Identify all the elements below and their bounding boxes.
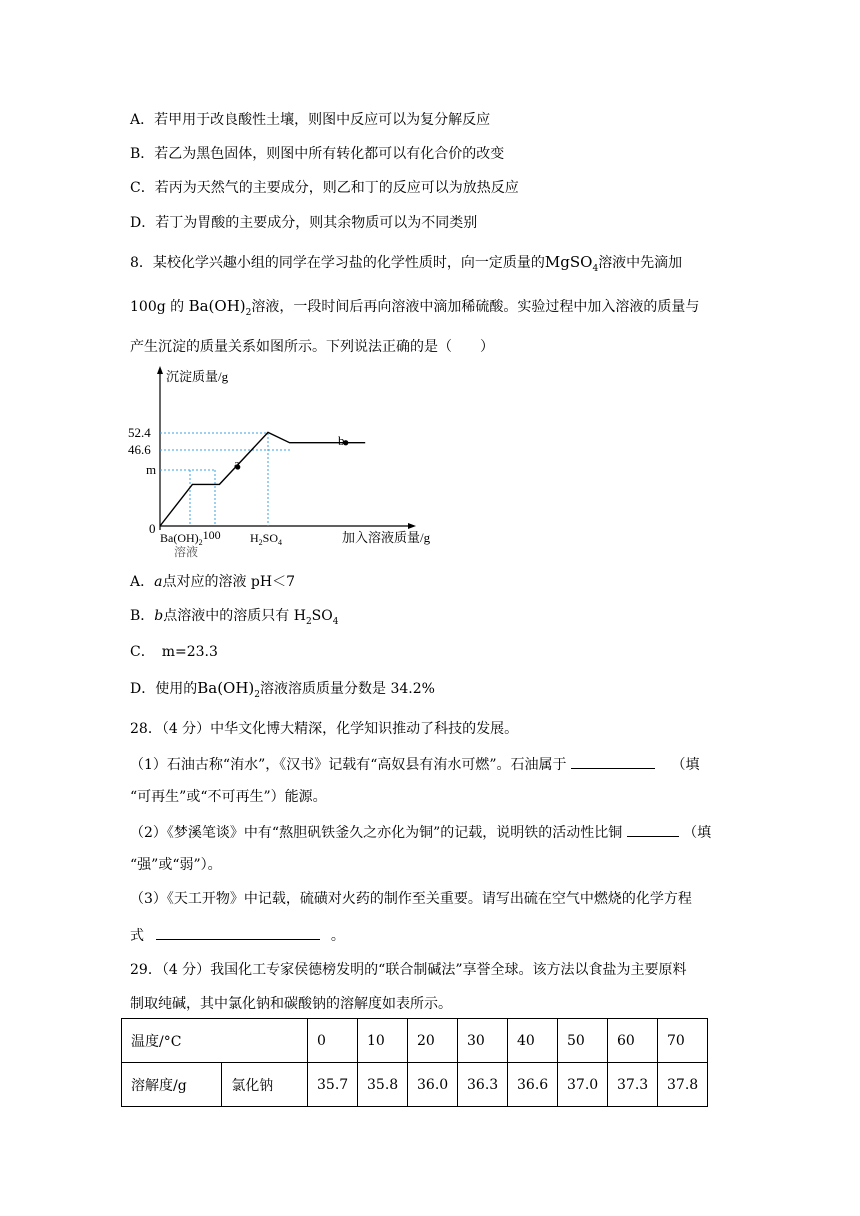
table-cell: 10 bbox=[358, 1019, 408, 1063]
option-8d bbox=[130, 678, 435, 705]
q29-line1: 29．（4 分）我国化工专家侯德榜发明的“联合制碱法”享誉全球。该方法以食盐为主要原料 bbox=[130, 962, 687, 978]
table-cell: 35.7 bbox=[308, 1063, 358, 1107]
tick-466: 46.6 bbox=[128, 442, 151, 457]
option-8c: C． m=23.3 bbox=[130, 644, 218, 660]
table-cell: 36.6 bbox=[508, 1063, 558, 1107]
blank-1[interactable] bbox=[571, 754, 655, 769]
prefix: D．使用的 bbox=[130, 681, 198, 697]
guide-lines bbox=[160, 433, 292, 526]
q8-formula: Ba(OH) bbox=[188, 297, 246, 315]
blank-3[interactable] bbox=[156, 925, 320, 940]
table-cell: 20 bbox=[408, 1019, 458, 1063]
q28-p1 bbox=[130, 754, 699, 775]
precipitate-chart bbox=[128, 362, 440, 562]
prefix: B． bbox=[130, 608, 155, 624]
q28-p2c: “强”或“弱”）。 bbox=[130, 857, 222, 873]
q29-line2: 制取纯碱，其中氯化钠和碳酸钠的溶解度如表所示。 bbox=[130, 996, 452, 1012]
temp-header: 温度/°C bbox=[122, 1019, 308, 1063]
x-sublabel: 溶液 bbox=[174, 545, 199, 559]
table-cell: 36.3 bbox=[458, 1063, 508, 1107]
option-8b bbox=[130, 606, 338, 632]
q8-formula: MgSO bbox=[544, 253, 593, 271]
label-b: b bbox=[338, 433, 345, 448]
q8-text: 溶液中先滴加 bbox=[598, 255, 683, 271]
y-axis-arrow bbox=[157, 366, 163, 374]
sub: 4 bbox=[332, 616, 339, 627]
q28-p2 bbox=[130, 822, 711, 843]
x-tick-baoh2: $Ba(OH)_2100$ bbox=[160, 528, 221, 547]
table-cell: 70 bbox=[658, 1019, 708, 1063]
q8-subscript: 4 bbox=[592, 263, 599, 274]
q28-p3: （3）《天工开物》中记载，硫磺对火药的制作至关重要。请写出硫在空气中燃烧的化学方程 bbox=[130, 891, 692, 907]
label-a: a bbox=[234, 456, 240, 471]
table-cell: 50 bbox=[558, 1019, 608, 1063]
table-row bbox=[122, 1019, 708, 1063]
formula: Ba(OH) bbox=[197, 679, 255, 697]
text: （1）石油古称“洧水”，《汉书》记载有“高奴县有洧水可燃”。石油属于 bbox=[130, 757, 567, 773]
table-cell: 37.0 bbox=[558, 1063, 608, 1107]
q8-text: 溶液，一段时间后再向溶液中滴加稀硫酸。实验过程中加入溶液的质量与 bbox=[251, 299, 700, 315]
text: 点溶液中的溶质只有 H bbox=[163, 608, 306, 624]
option-7b: B．若乙为黑色固体，则图中所有转化都可以有化合价的改变 bbox=[130, 146, 505, 162]
var: a bbox=[154, 574, 163, 590]
text: 。 bbox=[330, 928, 345, 944]
option-7a: A．若甲用于改良酸性土壤，则图中反应可以为复分解反应 bbox=[130, 112, 491, 128]
table-cell: 60 bbox=[608, 1019, 658, 1063]
q8-line1 bbox=[130, 252, 682, 279]
tick-m: m bbox=[146, 462, 157, 477]
text: （填 bbox=[671, 757, 700, 773]
x-axis-arrow bbox=[408, 523, 416, 529]
q28-p3b bbox=[130, 925, 345, 946]
blank-2[interactable] bbox=[627, 822, 679, 837]
tick-524: 52.4 bbox=[128, 425, 151, 440]
q28-p1c: “可再生”或“不可再生”）能源。 bbox=[130, 789, 327, 805]
x-tick-h2so4: $H_2SO_4$ bbox=[250, 531, 283, 547]
table-cell: 40 bbox=[508, 1019, 558, 1063]
table-cell: 36.0 bbox=[408, 1063, 458, 1107]
sol-header: 溶解度/g bbox=[122, 1063, 222, 1107]
text: 式 bbox=[130, 928, 144, 944]
x-axis-label: 加入溶液质量/g bbox=[342, 530, 431, 545]
option-7c: C．若丙为天然气的主要成分，则乙和丁的反应可以为放热反应 bbox=[130, 180, 519, 196]
option-7d: D．若丁为胃酸的主要成分，则其余物质可以为不同类别 bbox=[130, 215, 478, 231]
sub: 2 bbox=[305, 616, 312, 627]
table-row bbox=[122, 1063, 708, 1107]
table-cell: 37.8 bbox=[658, 1063, 708, 1107]
text: （填 bbox=[683, 825, 712, 841]
table-cell: 37.3 bbox=[608, 1063, 658, 1107]
var: b bbox=[154, 608, 164, 624]
text: （2）《梦溪笔谈》中有“熬胆矾铁釜久之亦化为铜”的记载，说明铁的活动性比铜 bbox=[130, 825, 623, 841]
table-cell: 35.8 bbox=[358, 1063, 408, 1107]
text: 点对应的溶液 pH＜7 bbox=[162, 574, 296, 590]
solubility-table bbox=[121, 1018, 708, 1107]
y-axis-label: 沉淀质量/g bbox=[166, 369, 229, 384]
table-cell: 30 bbox=[458, 1019, 508, 1063]
text: SO bbox=[311, 608, 333, 624]
q8-text: 8．某校化学兴趣小组的同学在学习盐的化学性质时，向一定质量的 bbox=[130, 255, 545, 271]
prefix: A． bbox=[130, 574, 155, 590]
table-cell: 0 bbox=[308, 1019, 358, 1063]
q8-line2 bbox=[130, 296, 699, 323]
precipitate-line bbox=[160, 432, 365, 526]
substance-cell: 氯化钠 bbox=[222, 1063, 308, 1107]
q8-line3: 产生沉淀的质量关系如图所示。下列说法正确的是（ ） bbox=[130, 339, 494, 355]
q28-title: 28．（4 分）中华文化博大精深，化学知识推动了科技的发展。 bbox=[130, 721, 519, 737]
option-8a bbox=[130, 572, 295, 592]
text: 溶液溶质质量分数是 34.2% bbox=[260, 681, 435, 697]
sub: 2 bbox=[254, 689, 261, 700]
q8-subscript: 2 bbox=[245, 307, 252, 318]
origin-label: 0 bbox=[149, 521, 156, 536]
q8-text: 100g 的 bbox=[130, 299, 185, 315]
